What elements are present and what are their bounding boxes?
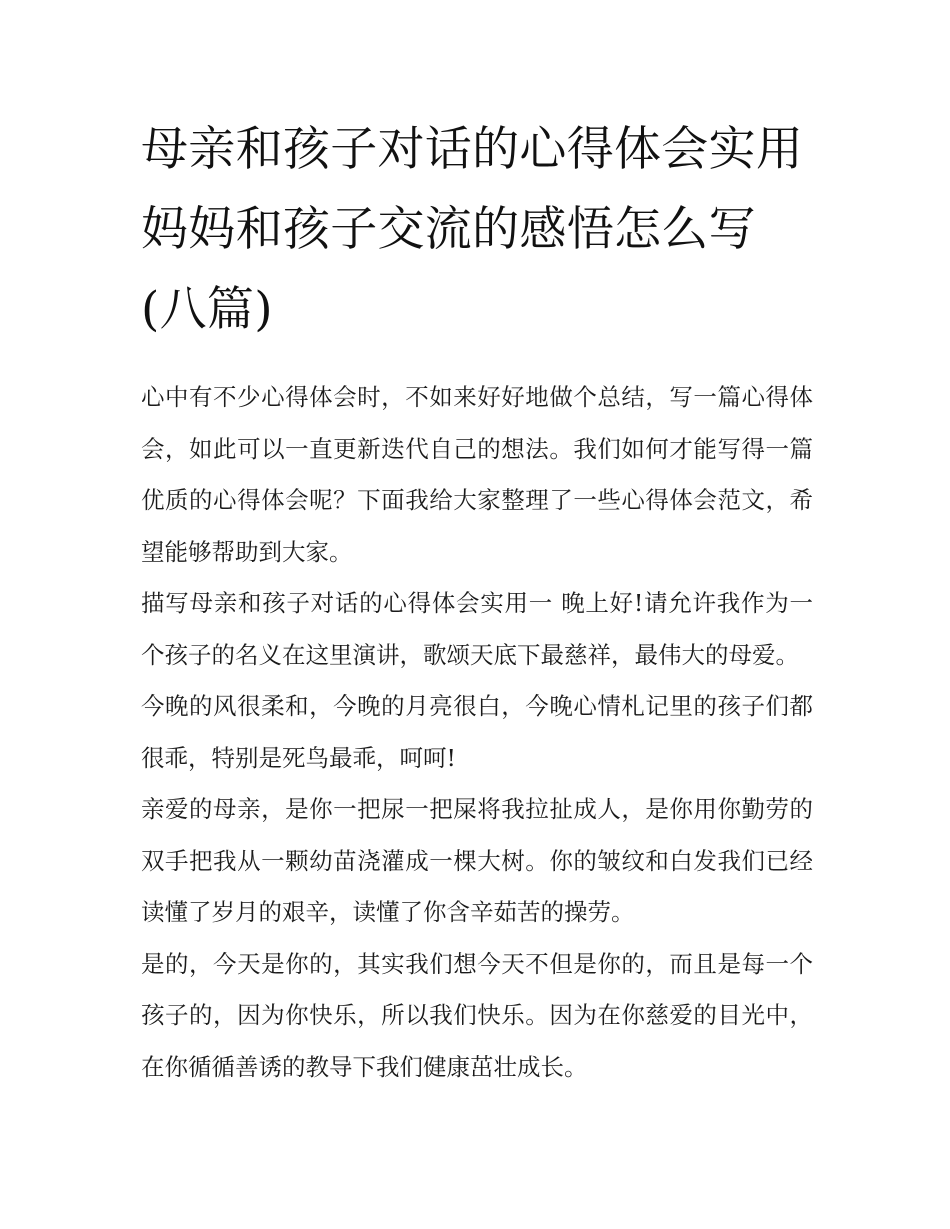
paragraph-intro: 心中有不少心得体会时，不如来好好地做个总结，写一篇心得体会，如此可以一直更新迭代自己的想法。我们如何才能写得一篇优质的心得体会呢？下面我给大家整理了一些心得体会范文，希望能够帮助到大家。 xyxy=(141,383,813,566)
paragraph-today: 是的，今天是你的，其实我们想今天不但是你的，而且是每一个孩子的，因为你快乐，所以我们快乐。因为在你慈爱的目光中，在你循循善诱的教导下我们健康茁壮成长。 xyxy=(141,949,813,1081)
document-page xyxy=(141,110,813,1093)
paragraph-dear-mother: 亲爱的母亲，是你一把尿一把屎将我拉扯成人，是你用你勤劳的双手把我从一颗幼苗浇灌成一棵大树。你的皱纹和白发我们已经读懂了岁月的艰辛，读懂了你含辛茹苦的操劳。 xyxy=(141,795,813,926)
paragraph-greeting: 描写母亲和孩子对话的心得体会实用一 晚上好!请允许我作为一个孩子的名义在这里演讲，歌颂天底下最慈祥，最伟大的母爱。 xyxy=(141,589,813,669)
document-body xyxy=(141,372,813,1093)
paragraph-evening: 今晚的风很柔和，今晚的月亮很白，今晚心情札记里的孩子们都很乖，特别是死鸟最乖，呵呵! xyxy=(141,692,813,772)
document-title: 母亲和孩子对话的心得体会实用 妈妈和孩子交流的感悟怎么写(八篇) xyxy=(141,122,804,337)
